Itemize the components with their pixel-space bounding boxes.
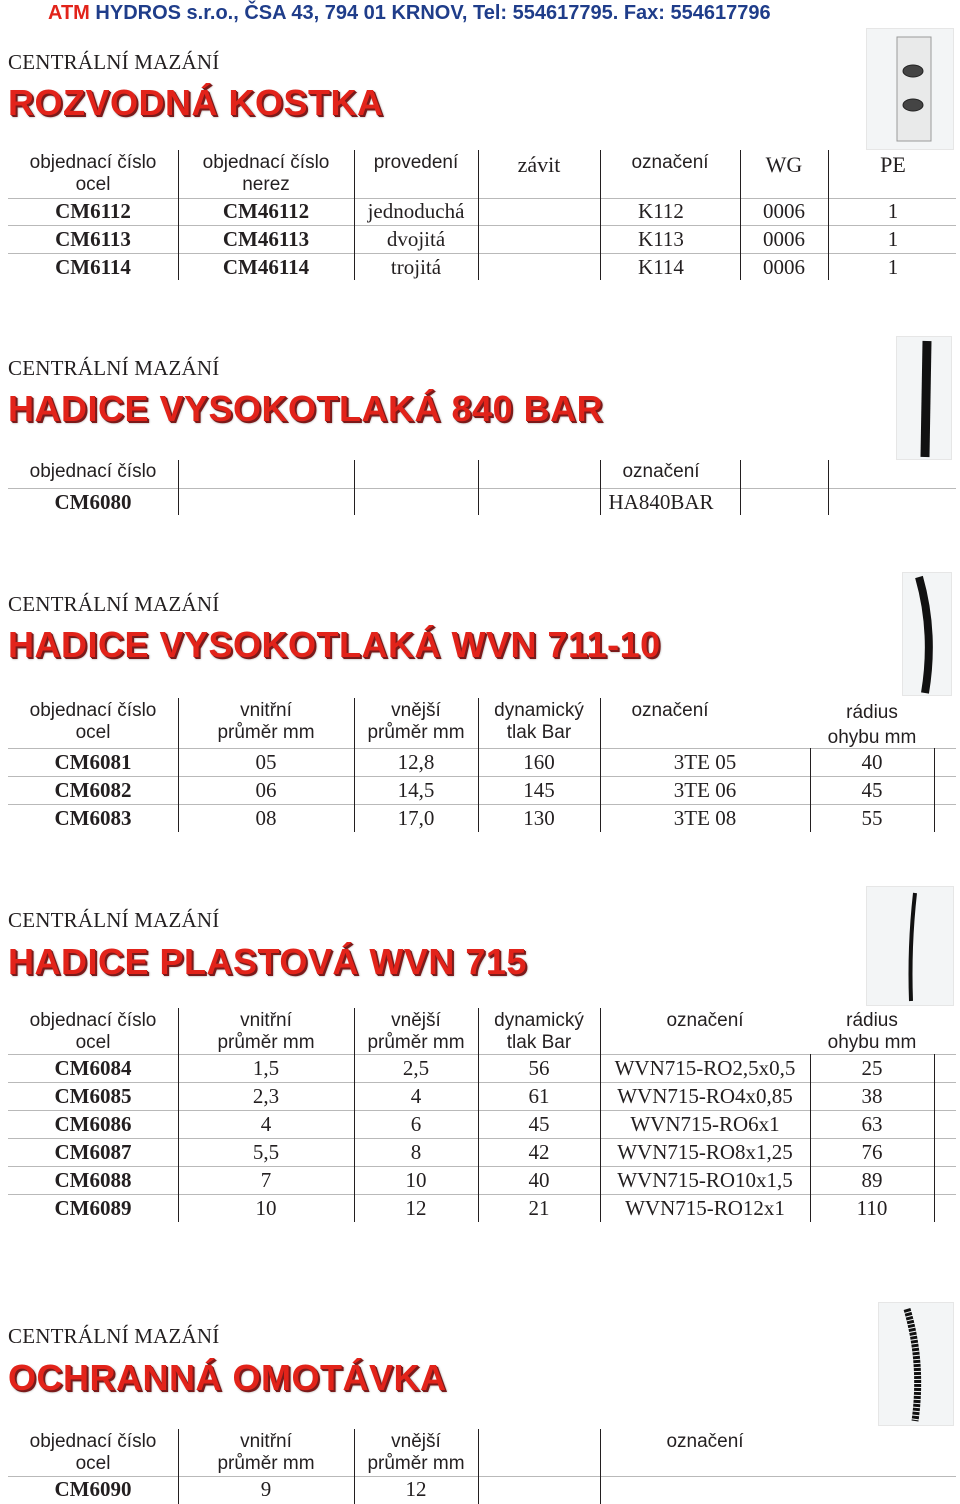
bend-radius: 55 xyxy=(861,806,883,830)
column-divider xyxy=(354,1429,355,1504)
designation: WVN715-RO10x1,5 xyxy=(617,1168,793,1192)
column-divider xyxy=(600,1429,601,1504)
inner-diameter: 10 xyxy=(255,1196,277,1220)
section-title: ROZVODNÁ KOSTKA xyxy=(8,82,384,123)
section-subtitle: CENTRÁLNÍ MAZÁNÍ xyxy=(8,50,220,74)
pe: 1 xyxy=(887,255,899,279)
order-number-steel: CM6114 xyxy=(55,255,131,279)
col-header-order: objednací číslo ocel xyxy=(29,1010,157,1053)
outer-diameter: 10 xyxy=(405,1168,427,1192)
inner-diameter: 5,5 xyxy=(252,1140,280,1164)
designation: WVN715-RO8x1,25 xyxy=(617,1140,793,1164)
bend-radius: 38 xyxy=(861,1084,883,1108)
column-divider xyxy=(354,460,355,515)
pe: 1 xyxy=(887,199,899,223)
hose-840-photo xyxy=(896,336,952,460)
column-divider xyxy=(178,698,179,832)
designation: WVN715-RO12x1 xyxy=(625,1196,785,1220)
column-divider xyxy=(828,460,829,515)
designation: 3TE 05 xyxy=(673,750,737,774)
wg: 0006 xyxy=(763,199,805,223)
column-divider xyxy=(934,748,935,832)
col-header-inner-diameter: vnitřní průměr mm xyxy=(217,1010,315,1053)
order-number: CM6080 xyxy=(54,490,132,514)
col-header-designation: označení xyxy=(622,461,700,482)
column-divider xyxy=(740,460,741,515)
inner-diameter: 9 xyxy=(260,1477,272,1501)
hose-715-photo xyxy=(866,886,954,1006)
col-header-pressure: dynamický tlak Bar xyxy=(494,1010,584,1053)
order-number: CM6082 xyxy=(54,778,132,802)
design: dvojitá xyxy=(386,227,446,251)
brand-name: ATM xyxy=(48,2,90,24)
design: trojitá xyxy=(390,255,442,279)
junction-block-icon xyxy=(867,29,955,151)
col-header-order-steel: objednací číslo ocel xyxy=(29,152,157,195)
designation: 3TE 08 xyxy=(673,806,737,830)
inner-diameter: 08 xyxy=(255,806,277,830)
section-subtitle: CENTRÁLNÍ MAZÁNÍ xyxy=(8,592,220,616)
bend-radius: 110 xyxy=(856,1196,888,1220)
design: jednoduchá xyxy=(367,199,465,223)
bend-radius: 40 xyxy=(861,750,883,774)
hose-711-photo xyxy=(902,572,952,696)
col-header-wg: WG xyxy=(765,152,803,177)
col-header-bend-radius: rádius ohybu mm xyxy=(827,702,917,748)
designation: K113 xyxy=(638,227,684,251)
company-header xyxy=(48,0,771,26)
designation: WVN715-RO6x1 xyxy=(630,1112,780,1136)
section-title: HADICE VYSOKOTLAKÁ WVN 711-10 xyxy=(8,624,661,665)
col-header-pressure: dynamický tlak Bar xyxy=(494,700,584,743)
col-header-bend-radius: rádius ohybu mm xyxy=(827,1010,917,1053)
column-divider xyxy=(354,1008,355,1222)
outer-diameter: 12,8 xyxy=(397,750,435,774)
order-number-steel: CM6113 xyxy=(55,227,131,251)
inner-diameter: 7 xyxy=(260,1168,272,1192)
outer-diameter: 12 xyxy=(405,1196,427,1220)
column-divider xyxy=(600,698,601,832)
column-divider xyxy=(828,150,829,280)
designation: 3TE 06 xyxy=(673,778,737,802)
col-header-designation: označení xyxy=(631,152,709,173)
outer-diameter: 8 xyxy=(410,1140,422,1164)
pressure: 61 xyxy=(528,1084,550,1108)
wrap-photo xyxy=(878,1302,954,1426)
column-divider xyxy=(354,698,355,832)
column-divider xyxy=(178,460,179,515)
junction-block-photo xyxy=(866,28,954,150)
inner-diameter: 1,5 xyxy=(252,1056,280,1080)
order-number-stainless: CM46113 xyxy=(222,227,310,251)
pressure: 42 xyxy=(528,1140,550,1164)
col-header-designation: označení xyxy=(666,1010,744,1031)
order-number-steel: CM6112 xyxy=(55,199,131,223)
pressure: 130 xyxy=(523,806,555,830)
designation: WVN715-RO4x0,85 xyxy=(617,1084,793,1108)
inner-diameter: 06 xyxy=(255,778,277,802)
column-divider xyxy=(740,150,741,280)
designation: K112 xyxy=(638,199,684,223)
col-header-design: provedení xyxy=(373,152,459,173)
hose-icon xyxy=(867,887,955,1007)
col-header-order-stainless: objednací číslo nerez xyxy=(202,152,330,195)
outer-diameter: 12 xyxy=(405,1477,427,1501)
column-divider xyxy=(934,1054,935,1222)
pe: 1 xyxy=(887,227,899,251)
order-number: CM6081 xyxy=(54,750,132,774)
hose-icon xyxy=(897,337,953,461)
col-header-order: objednací číslo ocel xyxy=(29,700,157,743)
pressure: 21 xyxy=(528,1196,550,1220)
column-divider xyxy=(810,748,811,832)
designation: HA840BAR xyxy=(608,490,714,514)
col-header-outer-diameter: vnější průměr mm xyxy=(367,1010,465,1053)
spiral-wrap-icon xyxy=(879,1303,955,1427)
order-number: CM6089 xyxy=(54,1196,132,1220)
column-divider xyxy=(478,1429,479,1504)
company-address: HYDROS s.r.o., ČSA 43, 794 01 KRNOV, Tel: 554617795. Fax: 554617796 xyxy=(95,2,771,24)
col-header-order: objednací číslo ocel xyxy=(29,1431,157,1474)
order-number: CM6086 xyxy=(54,1112,132,1136)
bend-radius: 89 xyxy=(861,1168,883,1192)
outer-diameter: 6 xyxy=(410,1112,422,1136)
col-header-thread: závit xyxy=(517,152,561,177)
inner-diameter: 2,3 xyxy=(252,1084,280,1108)
section-subtitle: CENTRÁLNÍ MAZÁNÍ xyxy=(8,356,220,380)
column-divider xyxy=(810,1054,811,1222)
order-number: CM6088 xyxy=(54,1168,132,1192)
column-divider xyxy=(178,1008,179,1222)
bend-radius: 76 xyxy=(861,1140,883,1164)
column-divider xyxy=(600,150,601,280)
order-number-stainless: CM46112 xyxy=(222,199,310,223)
inner-diameter: 05 xyxy=(255,750,277,774)
outer-diameter: 17,0 xyxy=(397,806,435,830)
column-divider xyxy=(478,460,479,515)
order-number-stainless: CM46114 xyxy=(222,255,310,279)
column-divider xyxy=(178,150,179,280)
order-number: CM6083 xyxy=(54,806,132,830)
outer-diameter: 4 xyxy=(410,1084,422,1108)
column-divider xyxy=(600,1008,601,1222)
column-divider xyxy=(478,698,479,832)
section-title: HADICE PLASTOVÁ WVN 715 xyxy=(8,941,527,982)
bend-radius: 45 xyxy=(861,778,883,802)
col-header-inner-diameter: vnitřní průměr mm xyxy=(217,700,315,743)
section-subtitle: CENTRÁLNÍ MAZÁNÍ xyxy=(8,908,220,932)
wg: 0006 xyxy=(763,227,805,251)
order-number: CM6084 xyxy=(54,1056,132,1080)
order-number: CM6090 xyxy=(54,1477,132,1501)
wg: 0006 xyxy=(763,255,805,279)
order-number: CM6087 xyxy=(54,1140,132,1164)
pressure: 56 xyxy=(528,1056,550,1080)
order-number: CM6085 xyxy=(54,1084,132,1108)
designation: K114 xyxy=(638,255,684,279)
designation: WVN715-RO2,5x0,5 xyxy=(614,1056,796,1080)
pressure: 145 xyxy=(523,778,555,802)
column-divider xyxy=(600,460,601,515)
col-header-outer-diameter: vnější průměr mm xyxy=(367,700,465,743)
section-title: OCHRANNÁ OMOTÁVKA xyxy=(8,1357,447,1398)
col-header-designation: označení xyxy=(631,700,709,721)
column-divider xyxy=(354,150,355,280)
bend-radius: 63 xyxy=(861,1112,883,1136)
inner-diameter: 4 xyxy=(260,1112,272,1136)
col-header-order: objednací číslo xyxy=(29,461,157,482)
pressure: 45 xyxy=(528,1112,550,1136)
outer-diameter: 14,5 xyxy=(397,778,435,802)
col-header-pe: PE xyxy=(880,152,906,177)
col-header-designation: označení xyxy=(666,1431,744,1452)
column-divider xyxy=(478,150,479,280)
hose-icon xyxy=(903,573,953,697)
section-title: HADICE VYSOKOTLAKÁ 840 BAR xyxy=(8,388,604,429)
bend-radius: 25 xyxy=(861,1056,883,1080)
column-divider xyxy=(178,1429,179,1504)
column-divider xyxy=(478,1008,479,1222)
section-subtitle: CENTRÁLNÍ MAZÁNÍ xyxy=(8,1324,220,1348)
col-header-outer-diameter: vnější průměr mm xyxy=(367,1431,465,1474)
pressure: 40 xyxy=(528,1168,550,1192)
pressure: 160 xyxy=(523,750,555,774)
outer-diameter: 2,5 xyxy=(402,1056,430,1080)
col-header-inner-diameter: vnitřní průměr mm xyxy=(217,1431,315,1474)
